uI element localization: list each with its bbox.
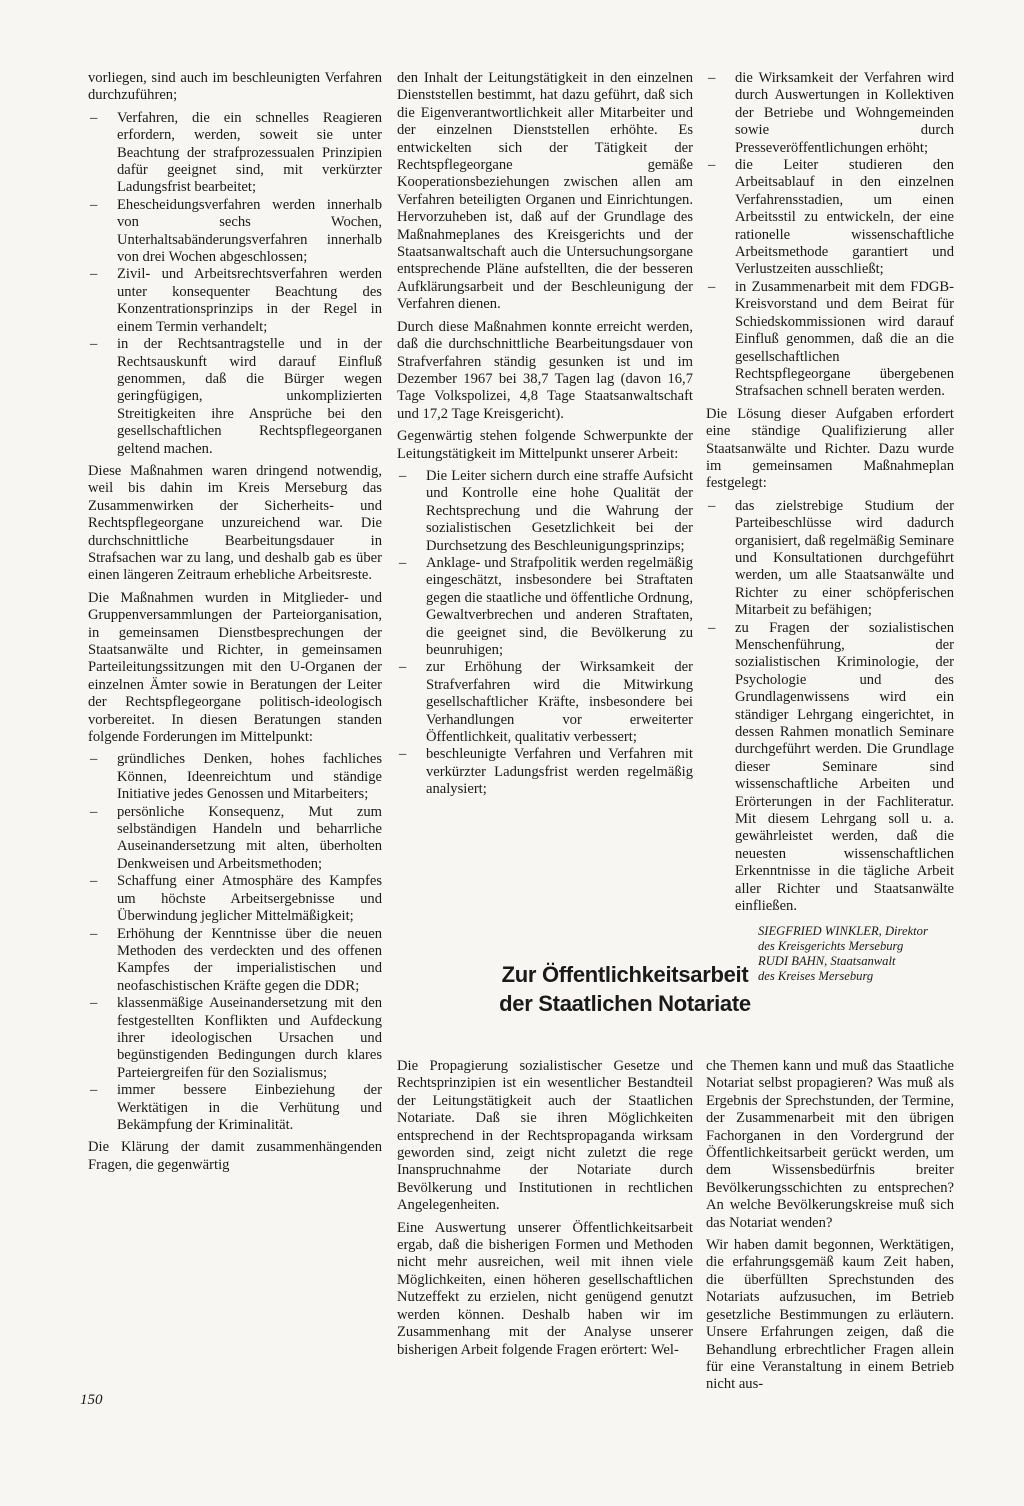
paragraph: den Inhalt der Leitungstätigkeit in den einzelnen Dienststellen bestimmt, hat dazu geführt, daß sich die Eigenverantwortlichkeit aller Mitarbeiter und der einzelnen Dienststellen erhöhte. Es entwickelten sich der Tätigkeit der Rechtspflegeorgane gemäße Kooperationsbeziehungen zwischen allen am Verfahren beteiligten Organen und Einrichtungen. Hervorzuheben ist, daß auf der Grundlage des Maßnahmeplanes des Kreisgerichts und der Staatsanwaltschaft auch die Untersuchungsorgane entsprechende Pläne aufstellten, die der besseren Aufklärungsarbeit und der Beschleunigung der Verfahren dienen. — [397, 70, 693, 313]
list-item: – das zielstrebige Studium der Parteibeschlüsse wird dadurch organisiert, daß regelmäßig Seminare und Konsultationen durchgeführt werden, um alle Staatsanwälte und Richter zu einer schöpferischen Mitarbeit zu befähigen; — [706, 498, 954, 620]
paragraph: Die Klärung der damit zusammenhängenden Fragen, die gegenwärtig — [88, 1139, 382, 1173]
list-item: – immer bessere Einbeziehung der Werktätigen in die Verhütung und Bekämpfung der Kriminalität. — [88, 1082, 382, 1134]
list-item: – beschleunigte Verfahren und Verfahren mit verkürzter Ladungsfrist werden regelmäßig analysiert; — [397, 746, 693, 798]
list-item: – zur Erhöhung der Wirksamkeit der Strafverfahren wird die Mitwirkung gesellschaftlicher Kräfte, insbesondere bei Verhandlungen vor erweiterter Öffentlichkeit, qualitativ verbessert; — [397, 659, 693, 746]
paragraph: Die Propagierung sozialistischer Gesetze und Rechtsprinzipien ist ein wesentlicher Bestandteil der Leitungstätigkeit auch der Staatlichen Notariate. Daß sie ihren Möglichkeiten entsprechend in der Rechtspropaganda wirksam geworden sind, zeigt nicht zuletzt die rege Inanspruchnahme der Notariate durch Bevölkerung und Institutionen in rechtlichen Angelegenheiten. — [397, 1058, 693, 1214]
paragraph: Eine Auswertung unserer Öffentlichkeitsarbeit ergab, daß die bisherigen Formen und Methoden nicht mehr ausreichen, weil mit ihnen viele Möglichkeiten, einen höheren gesellschaftlichen Nutzeffekt zu erzielen, nicht genügend genutzt werden können. Deshalb haben wir im Zusammenhang mit der Analyse unserer bisherigen Arbeit folgende Fragen erörtert: Wel- — [397, 1219, 693, 1358]
paragraph: vorliegen, sind auch im beschleunigten Verfahren durchzuführen; — [88, 70, 382, 104]
signature-name: SIEGFRIED WINKLER, Direktor — [758, 923, 928, 938]
paragraph: Gegenwärtig stehen folgende Schwerpunkte der Leitungstätigkeit im Mittelpunkt unserer Arbeit: — [397, 428, 693, 462]
signature-name: RUDI BAHN, Staatsanwalt — [758, 953, 896, 968]
list-item: – in der Rechtsantragstelle und in der Rechtsauskunft wird darauf Einfluß genommen, daß die Bürger wegen geringfügigen, unkomplizierten Streitigkeiten ihre Ansprüche bei den gesellschaftlichen Rechtspflegeorganen geltend machen. — [88, 336, 382, 458]
paragraph: che Themen kann und muß das Staatliche Notariat selbst propagieren? Was muß als Ergebnis der Sprechstunden, der Termine, der Zusammenarbeit mit den übrigen Fachorganen in den Vordergrund der Öffentlichkeitsarbeit gerückt werden, um dem Wissensbedürfnis breiter Bevölkerungsschichten zu entsprechen? An welche Bevölkerungskreise muß sich das Notariat wenden? — [706, 1058, 954, 1231]
paragraph: Diese Maßnahmen waren dringend notwendig, weil bis dahin im Kreis Merseburg das Zusammenwirken der Sicherheits- und Rechtspflegeorgane unzureichend war. Die durchschnittliche Bearbeitungsdauer in Strafsachen war zu lang, und deshalb gab es über einen längeren Zeitraum erhebliche Arbeitsreste. — [88, 462, 382, 584]
column-3 — [706, 70, 954, 984]
page-number: 150 — [80, 1392, 103, 1408]
list-item: – Erhöhung der Kenntnisse über die neuen Methoden des verdeckten und des offenen Kampfes der imperialistischen und neofaschistischen Kräfte gegen die DDR; — [88, 926, 382, 996]
list-item: – die Wirksamkeit der Verfahren wird durch Auswertungen in Kollektiven der Betriebe und Wohngemeinden sowie durch Presseveröffentlichungen erhöht; — [706, 70, 954, 157]
list-item: – die Leiter studieren den Arbeitsablauf in den einzelnen Verfahrensstadien, um einen Arbeitsstil zu entwickeln, der eine rationelle wissenschaftliche Arbeitsmethode garantiert und Verlustzeiten ausschließt; — [706, 157, 954, 279]
signature-role: des Kreisgerichts Merseburg — [758, 938, 904, 953]
signature-role: des Kreises Merseburg — [758, 968, 874, 983]
list-item: – persönliche Konsequenz, Mut zum selbständigen Handeln und beharrliche Auseinandersetzung mit alten, überholten Denkweisen und Arbeitsmethoden; — [88, 804, 382, 874]
article-column-left — [397, 1058, 693, 1364]
column-2 — [397, 70, 693, 804]
article-heading — [470, 960, 780, 1018]
heading-line: Zur Öffentlichkeitsarbeit — [501, 962, 749, 987]
list-item: – Verfahren, die ein schnelles Reagieren erfordern, werden, soweit sie unter Beachtung der strafprozessualen Prinzipien dafür geeignet sind, mit verkürzter Ladungsfrist bearbeitet; — [88, 110, 382, 197]
column-1 — [88, 70, 382, 1179]
paragraph: Wir haben damit begonnen, Werktätigen, die erfahrungsgemäß kaum Zeit haben, die überfüllten Sprechstunden des Notariats aufzusuchen, im Betrieb gesetzliche Bestimmungen zu erläutern. Unsere Erfahrungen zeigen, daß die Behandlung erbrechtlicher Fragen allein für eine Veranstaltung in einem Betrieb nicht aus- — [706, 1237, 954, 1393]
paragraph: Die Lösung dieser Aufgaben erfordert eine ständige Qualifizierung aller Staatsanwälte und Richter. Dazu wurde im gemeinsamen Maßnahmeplan festgelegt: — [706, 405, 954, 492]
paragraph: Die Maßnahmen wurden in Mitglieder- und Gruppenversammlungen der Parteiorganisation, in gemeinsamen Dienstbesprechungen der Staatsanwälte und Richter, in gemeinsamen Parteileitungssitzungen mit den U-Organen der einzelnen Ämter sowie in Beratungen der Leiter der Rechtspflegeorgane politisch-ideologisch vorbereitet. In diesen Beratungen standen folgende Forderungen im Mittelpunkt: — [88, 589, 382, 746]
bullet-list — [706, 70, 954, 401]
list-item: – Die Leiter sichern durch eine straffe Aufsicht und Kontrolle eine hohe Qualität der Rechtsprechung und die Wahrung der sozialistischen Gesetzlichkeit bei der Durchsetzung des Beschleunigungsprinzips; — [397, 468, 693, 555]
bullet-list — [88, 751, 382, 1134]
list-item: – Schaffung einer Atmosphäre des Kampfes um höchste Arbeitsergebnisse und Überwindung jeglicher Mittelmäßigkeit; — [88, 873, 382, 925]
list-item: – zu Fragen der sozialistischen Menschenführung, der sozialistischen Kriminologie, der Psychologie und des Grundlagenwissens wird ein ständiger Lehrgang eingerichtet, in dessen Rahmen monatlich Seminare durchgeführt werden. Die Grundlage dieser Seminare sind wissenschaftliche Arbeiten und Erörterungen in der Fachliteratur. Mit diesem Lehrgang soll u. a. gewährleistet werden, daß die neuesten wissenschaftlichen Erkenntnisse in die tägliche Arbeit aller Richter und Staatsanwälte einfließen. — [706, 620, 954, 916]
list-item: – Anklage- und Strafpolitik werden regelmäßig eingeschätzt, insbesondere bei Straftaten gegen die staatliche und öffentliche Ordnung, Gewaltverbrechen und anderen Straftaten, die geeignet sind, die Bevölkerung zu beunruhigen; — [397, 555, 693, 659]
paragraph: Durch diese Maßnahmen konnte erreicht werden, daß die durchschnittliche Bearbeitungsdauer von Strafverfahren ständig gesunken ist und im Dezember 1967 bei 38,7 Tagen lag (davon 16,7 Tage Volkspolizei, 4,8 Tage Staatsanwaltschaft und 17,2 Tage Kreisgericht). — [397, 318, 693, 422]
list-item: – klassenmäßige Auseinandersetzung mit den festgestellten Konflikten und Aufdeckung ihrer ideologischen Ursachen und begünstigenden Bedingungen durch klares Parteiergreifen für den Sozialismus; — [88, 995, 382, 1082]
list-item: – gründliches Denken, hohes fachliches Können, Ideenreichtum und ständige Initiative jedes Genossen und Mitarbeiters; — [88, 751, 382, 803]
heading-line: der Staatlichen Notariate — [499, 991, 751, 1016]
list-item: – Zivil- und Arbeitsrechtsverfahren werden unter konsequenter Beachtung des Konzentrationsprinzips in der Regel in einem Termin verhandelt; — [88, 266, 382, 336]
list-item: – in Zusammenarbeit mit dem FDGB-Kreisvorstand und dem Beirat für Schiedskommissionen wird darauf Einfluß genommen, daß die an die gesellschaftlichen Rechtspflegeorgane übergebenen Strafsachen schnell beraten werden. — [706, 279, 954, 401]
article-column-right — [706, 1058, 954, 1399]
list-item: – Ehescheidungsverfahren werden innerhalb von sechs Wochen, Unterhaltsabänderungsverfahren innerhalb von drei Wochen abgeschlossen; — [88, 197, 382, 267]
bullet-list — [88, 110, 382, 458]
bullet-list — [706, 498, 954, 916]
bullet-list — [397, 468, 693, 799]
